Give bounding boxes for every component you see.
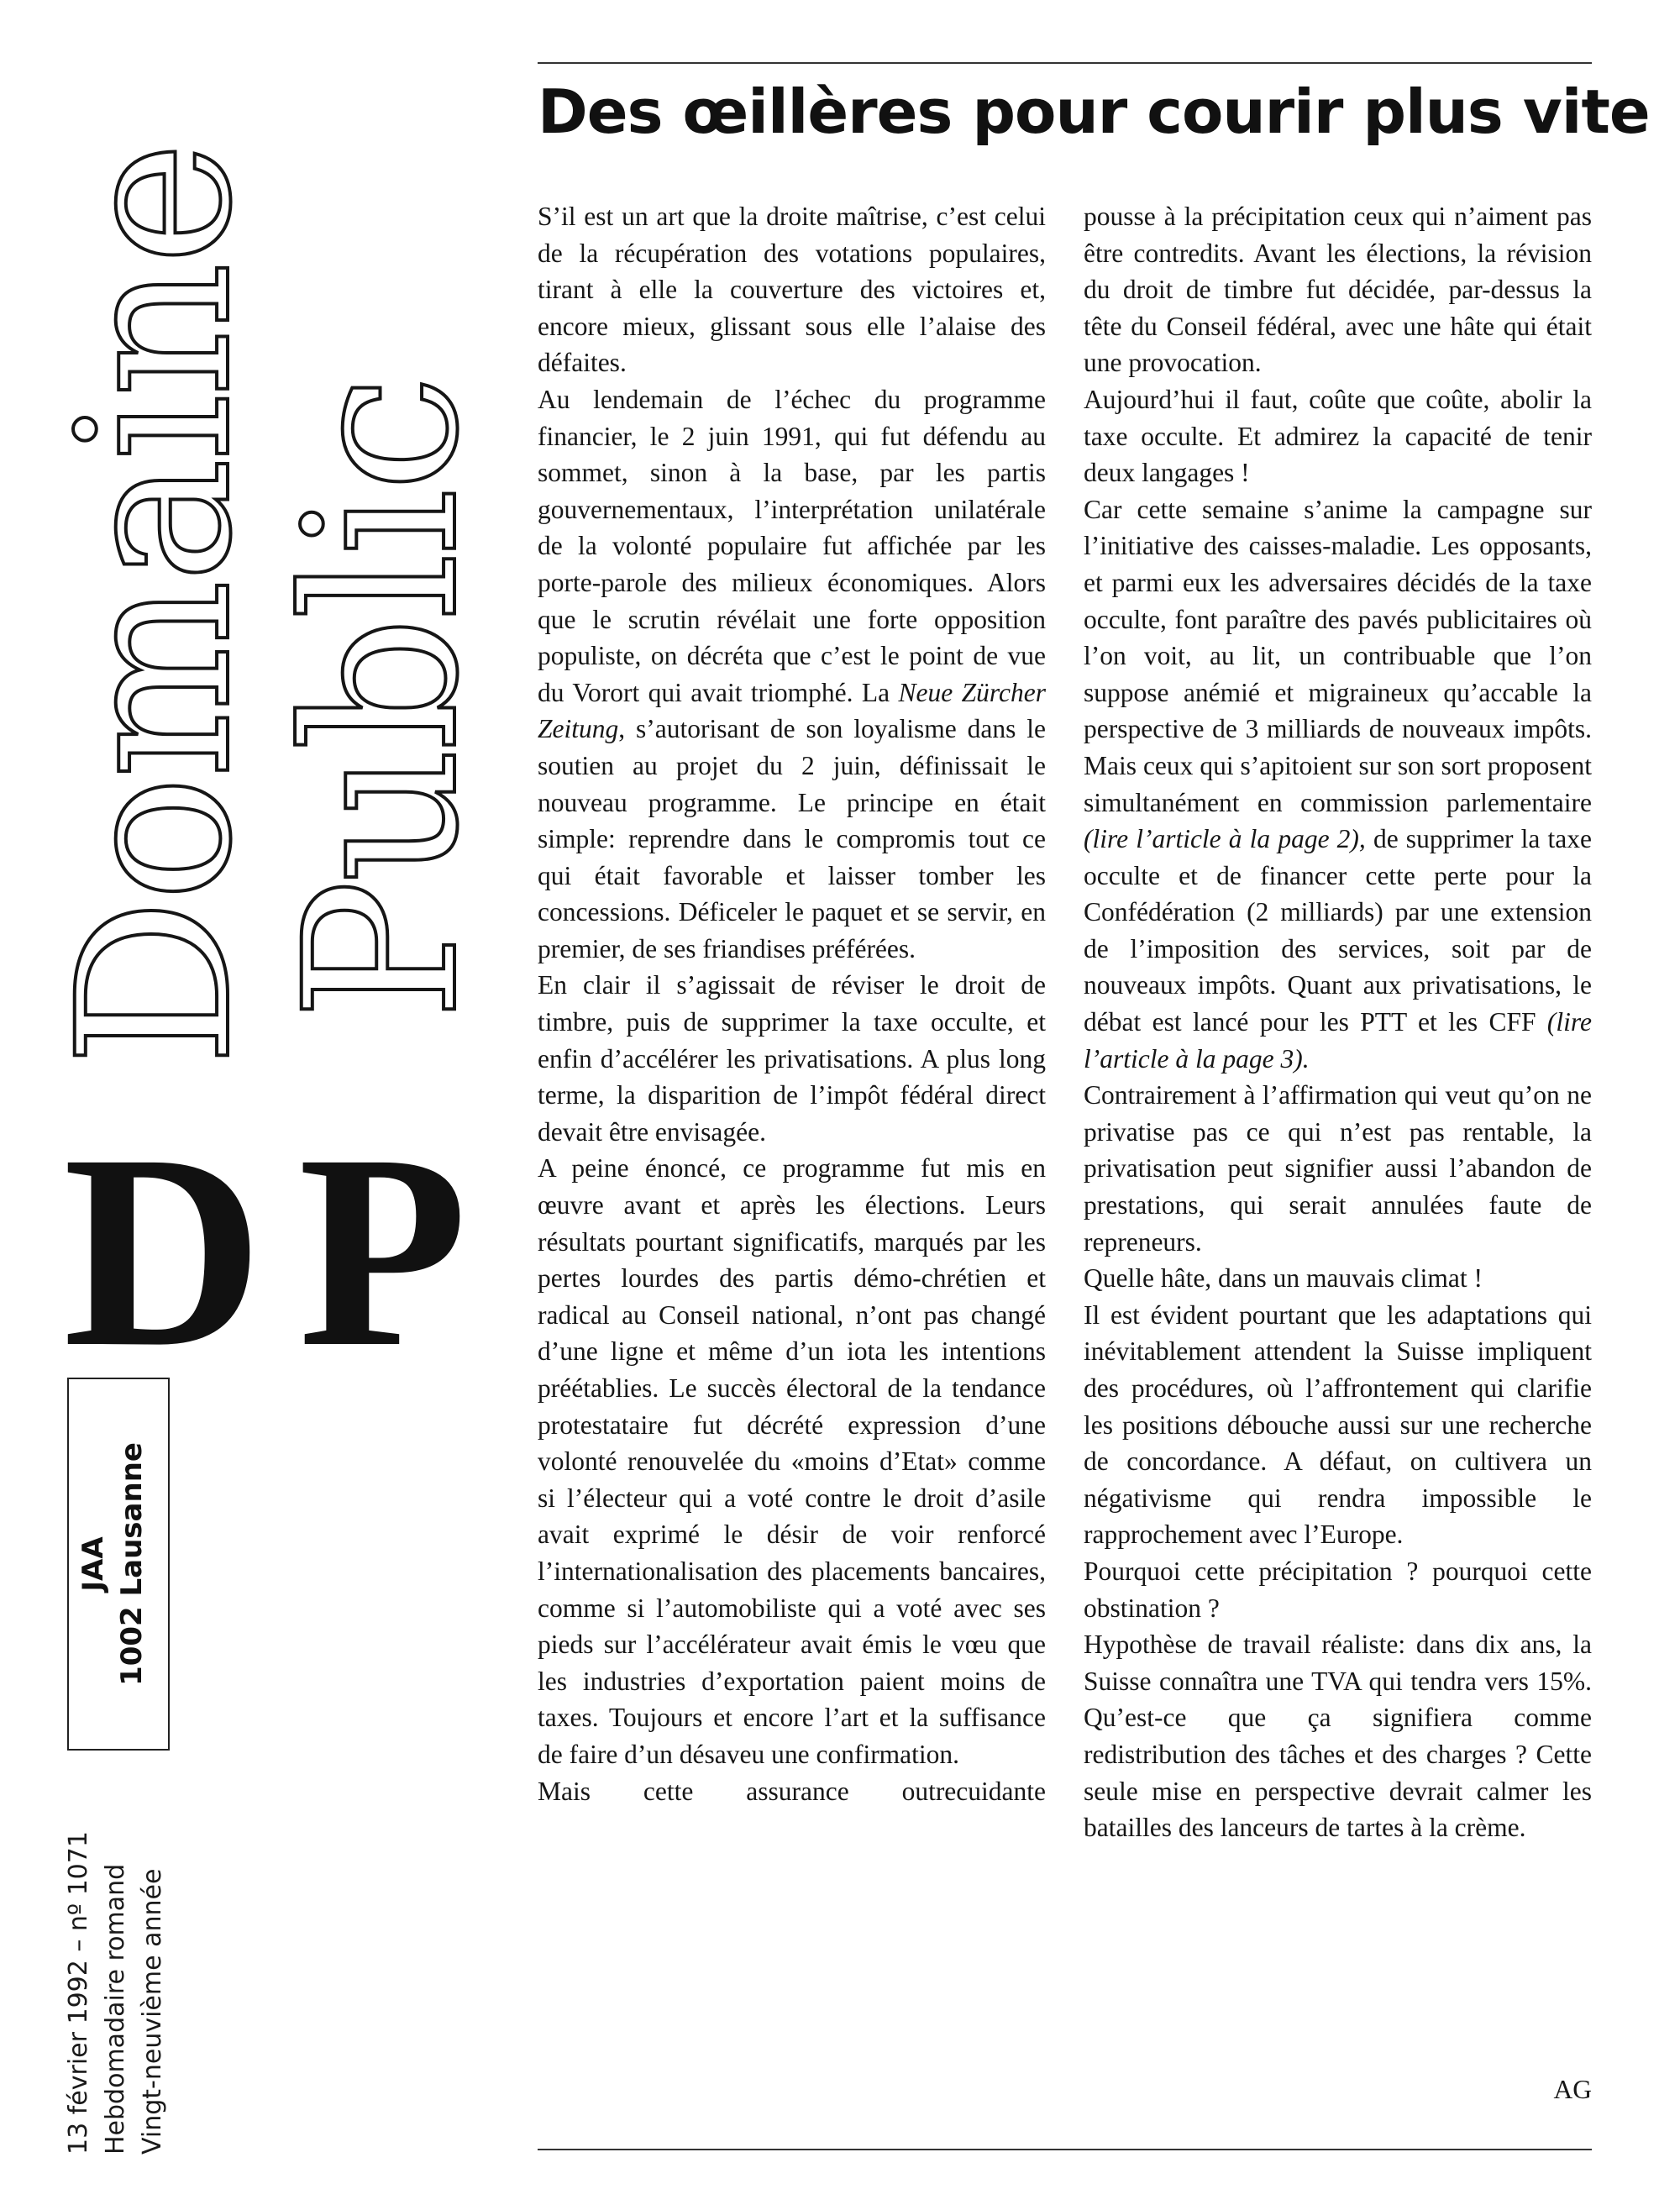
postal-text — [74, 1386, 151, 1742]
top-rule — [538, 62, 1592, 64]
article-column-right — [1084, 198, 1592, 1846]
masthead-domaine: Domaine — [33, 144, 277, 1067]
paragraph: Aujourd’hui il faut, coûte que coûte, abolir la taxe occulte. Et admirez la capacité de tenir deux langages ! — [1084, 384, 1592, 488]
issue-date-number: 13 février 1992 – nº 1071 — [64, 1831, 93, 2155]
postal-line-2: 1002 Lausanne — [115, 1442, 149, 1686]
paragraph: Mais cette assurance outrecuidante — [538, 1776, 1046, 1806]
paragraph — [538, 381, 1046, 968]
paragraph: pousse à la précipitation ceux qui n’aiment pas être contredits. Avant les élections, la révision du droit de timbre fut décidée, par-dessus la tête du Conseil fédéral, avec une hâte qui était une provocation. — [1084, 202, 1592, 378]
masthead-letter-p: P — [298, 1098, 468, 1404]
bottom-rule — [538, 2149, 1592, 2150]
page-3-reference: (lire l’article à la page 3). — [1084, 1007, 1592, 1074]
paragraph: Pourquoi cette précipitation ? pourquoi cette obstination ? — [1084, 1556, 1592, 1623]
postal-line-1: JAA — [76, 1536, 110, 1592]
article-headline: Des œillères pour courir plus vite — [538, 76, 1650, 147]
paragraph: Il est évident pourtant que les adaptations qui inévitablement attendent la Suisse impliquent des procédures, où l’affrontement qui clarifie les positions débouche aussi sur une recherche de concordance. A défaut, on cultivera un négativisme qui rendra impossible le rapprochement avec l’Europe. — [1084, 1299, 1592, 1550]
article-column-left — [538, 198, 1046, 1809]
paragraph-text: , s’autorisant de son loyalisme dans le soutien au projet du 2 juin, définissait le nouveau programme. Le principe en était simple: reprendre dans le compromis tout ce qui était favorable et laisser tomber les concessions. Déficeler le paquet et se servir, en premier, de ses friandises préférées. — [538, 714, 1046, 963]
paragraph: Hypothèse de travail réaliste: dans dix ans, la Suisse connaîtra une TVA qui tendra vers 15%. Qu’est-ce que ça signifiera comme redistribution des tâches et des charges ? Cette seule mise en perspective devrait calmer les batailles des lanceurs de tartes à la crème. — [1084, 1630, 1592, 1843]
paragraph: En clair il s’agissait de réviser le droit de timbre, puis de supprimer la taxe occulte, et enfin d’accélérer les privatisations. A plus long terme, la disparition de l’impôt fédéral direct devait être envisagée. — [538, 970, 1046, 1147]
postal-box — [67, 1378, 170, 1751]
paragraph: Contrairement à l’affirmation qui veut qu’on ne privatise pas ce qui n’est pas rentable, la privatisation peut signifier aussi l’abandon de prestations, qui serait annulées faute de repreneurs. — [1084, 1080, 1592, 1257]
paragraph-text: de supprimer la taxe occulte et de financer cette perte pour la Confédération (2 milliards) par une extension de l’imposition des services, soit par de nouveaux impôts. Quant aux privatisations, le débat est lancé pour les PTT et les CFF — [1084, 824, 1592, 1037]
paragraph: S’il est un art que la droite maîtrise, c’est celui de la récupération des votations populaires, tirant à elle la couverture des victoires et, encore mieux, glissant sous elle l’alaise des défaites. — [538, 202, 1046, 378]
paragraph-text: Au lendemain de l’échec du programme financier, le 2 juin 1991, qui fut défendu au sommet, sinon à la base, par les partis gouvernementaux, l’interprétation unilatérale de la volonté populaire fut affichée par les porte-parole des milieux économiques. Alors que le scrutin révélait une forte opposition populiste, on décréta que c’est le point de vue du Vorort qui avait triomphé. La — [538, 384, 1046, 707]
nzz-title: Neue Zürcher Zeitung — [538, 677, 1046, 744]
masthead-letter-d: D — [63, 1098, 264, 1404]
paragraph: Quelle hâte, dans un mauvais climat ! — [1084, 1263, 1483, 1294]
issue-type: Hebdomadaire romand — [101, 1863, 130, 2155]
paragraph: A peine énoncé, ce programme fut mis en œuvre avant et après les élections. Leurs résultats pourtant significatifs, marqués par les pertes lourdes des partis démo-chrétien et radical au Conseil national, n’ont pas changé d’une ligne et même d’un iota les intentions préétablies. Le succès électoral de la tendance protestataire fut décrété expression d’une volonté renouvelée du «moins d’Etat» comme si l’électeur qui a voté contre le droit d’asile avait exprimé le désir de voir renforcé l’internationalisation des placements bancaires, comme si l’automobiliste qui a voté avec ses pieds sur l’accélérateur avait émis le vœu que les industries d’exportation paient moins de taxes. Toujours et encore l’art et la suffisance de faire d’un désaveu une confirmation. — [538, 1153, 1046, 1769]
paragraph-text: Car cette semaine s’anime la campagne sur l’initiative des caisses-maladie. Les opposants, et parmi eux les adversaires décidés de la taxe occulte, font paraître des pavés publicitaires où l’on voit, au lit, un contribuable que l’on suppose anémié et migraineux qu’accable la perspective de 3 milliards de nouveaux impôts. Mais ceux qui s’apitoient sur son sort proposent simultanément en commission parlementaire — [1084, 494, 1592, 817]
masthead-public: Public — [260, 377, 504, 1021]
page-2-reference: (lire l’article à la page 2), — [1084, 824, 1366, 854]
issue-year: Vingt-neuvième année — [138, 1868, 167, 2155]
paragraph — [1084, 491, 1592, 1078]
issue-info — [60, 1831, 171, 2155]
author-signature: AG — [1553, 2075, 1592, 2104]
